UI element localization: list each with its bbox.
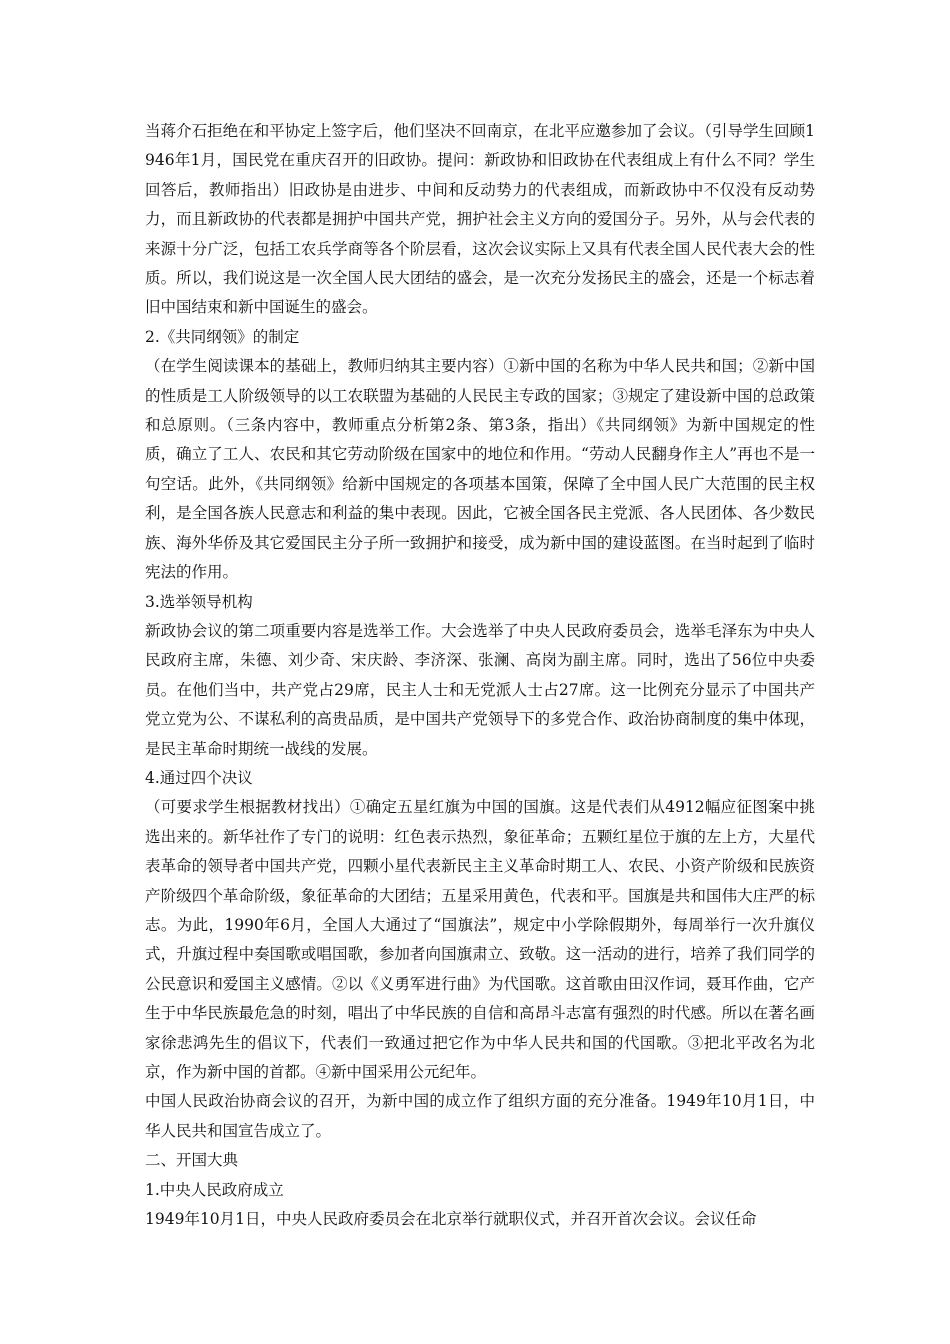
paragraph-election: 新政协会议的第二项重要内容是选举工作。大会选举了中央人民政府委员会，选举毛泽东为中央人民政府主席，朱德、刘少奇、宋庆龄、李济深、张澜、高岗为副主席。同时，选出了56位中央委员。在他们当中，共产党占29席，民主人士和无党派人士占27席。这一比例充分显示了中国共产党立党为公、不谋私利的高贵品质，是中国共产党领导下的多党合作、政治协商制度的集中体现，是民主革命时期统一战线的发展。 bbox=[145, 621, 815, 758]
paragraph-new-cppcc-significance: 当蒋介石拒绝在和平协定上签字后，他们坚决不回南京，在北平应邀参加了会议。（引导学生回顾1946年1月，国民党在重庆召开的旧政协。提问：新政协和旧政协在代表组成上有什么不同？学生回答后，教师指出）旧政协是由进步、中间和反动势力的代表组成，而新政协中不仅没有反动势力，而且新政协的代表都是拥护中国共产党，拥护社会主义方向的爱国分子。另外，从与会代表的来源十分广泛，包括工农兵学商等各个阶层看，这次会议实际上又具有代表全国人民代表大会的性质。所以，我们说这是一次全国人民大团结的盛会，是一次充分发扬民主的盛会，还是一个标志着旧中国结束和新中国诞生的盛会。 bbox=[145, 122, 815, 317]
heading-central-government: 1.中央人民政府成立 bbox=[145, 1180, 284, 1199]
paragraph-central-government: 1949年10月1日，中央人民政府委员会在北京举行就职仪式，并召开首次会议。会议任命 bbox=[145, 1210, 757, 1229]
paragraph-four-resolutions: （可要求学生根据教材找出）①确定五星红旗为中国的国旗。这是代表们从4912幅应征图案中挑选出来的。新华社作了专门的说明：红色表示热烈，象征革命；五颗红星位于旗的左上方，大星代表革命的领导者中国共产党，四颗小星代表新民主主义革命时期工人、农民、小资产阶级和民族资产阶级四个革命阶级，象征革命的大团结；五星采用黄色，代表和平。国旗是共和国伟大庄严的标志。为此，1990年6月，全国人大通过了“国旗法”，规定中小学除假期外，每周举行一次升旗仪式，升旗过程中奏国歌或唱国歌，参加者向国旗肃立、致敬。这一活动的进行，培养了我们同学的公民意识和爱国主义感情。②以《义勇军进行曲》为代国歌。这首歌由田汉作词，聂耳作曲，它产生于中华民族最危急的时刻，唱出了中华民族的自信和高昂斗志富有强烈的时代感。所以在著名画家徐悲鸿先生的倡议下，代表们一致通过把它作为中华人民共和国的代国歌。③把北平改名为北京，作为新中国的首都。④新中国采用公元纪年。 bbox=[145, 798, 815, 1081]
paragraph-conference-summary: 中国人民政治协商会议的召开，为新中国的成立作了组织方面的充分准备。1949年10月1日，中华人民共和国宣告成立了。 bbox=[145, 1092, 815, 1140]
heading-election: 3.选举领导机构 bbox=[145, 592, 253, 611]
heading-founding-ceremony: 二、开国大典 bbox=[145, 1151, 239, 1170]
paragraph-common-program: （在学生阅读课本的基础上，教师归纳其主要内容）①新中国的名称为中华人民共和国；②新中国的性质是工人阶级领导的以工农联盟为基础的人民民主专政的国家；③规定了建设新中国的总政策和总原则。（三条内容中，教师重点分析第2条、第3条，指出）《共同纲领》为新中国规定的性质，确立了工人、农民和其它劳动阶级在国家中的地位和作用。“劳动人民翻身作主人”再也不是一句空话。此外，《共同纲领》给新中国规定的各项基本国策，保障了全中国人民广大范围的民主权利，是全国各族人民意志和利益的集中表现。因此，它被全国各民主党派、各人民团体、各少数民族、海外华侨及其它爱国民主分子所一致拥护和接受，成为新中国的建设蓝图。在当时起到了临时宪法的作用。 bbox=[145, 357, 815, 582]
heading-four-resolutions: 4.通过四个决议 bbox=[145, 768, 253, 787]
document-body bbox=[145, 117, 815, 1234]
heading-common-program: 2.《共同纲领》的制定 bbox=[145, 327, 300, 346]
